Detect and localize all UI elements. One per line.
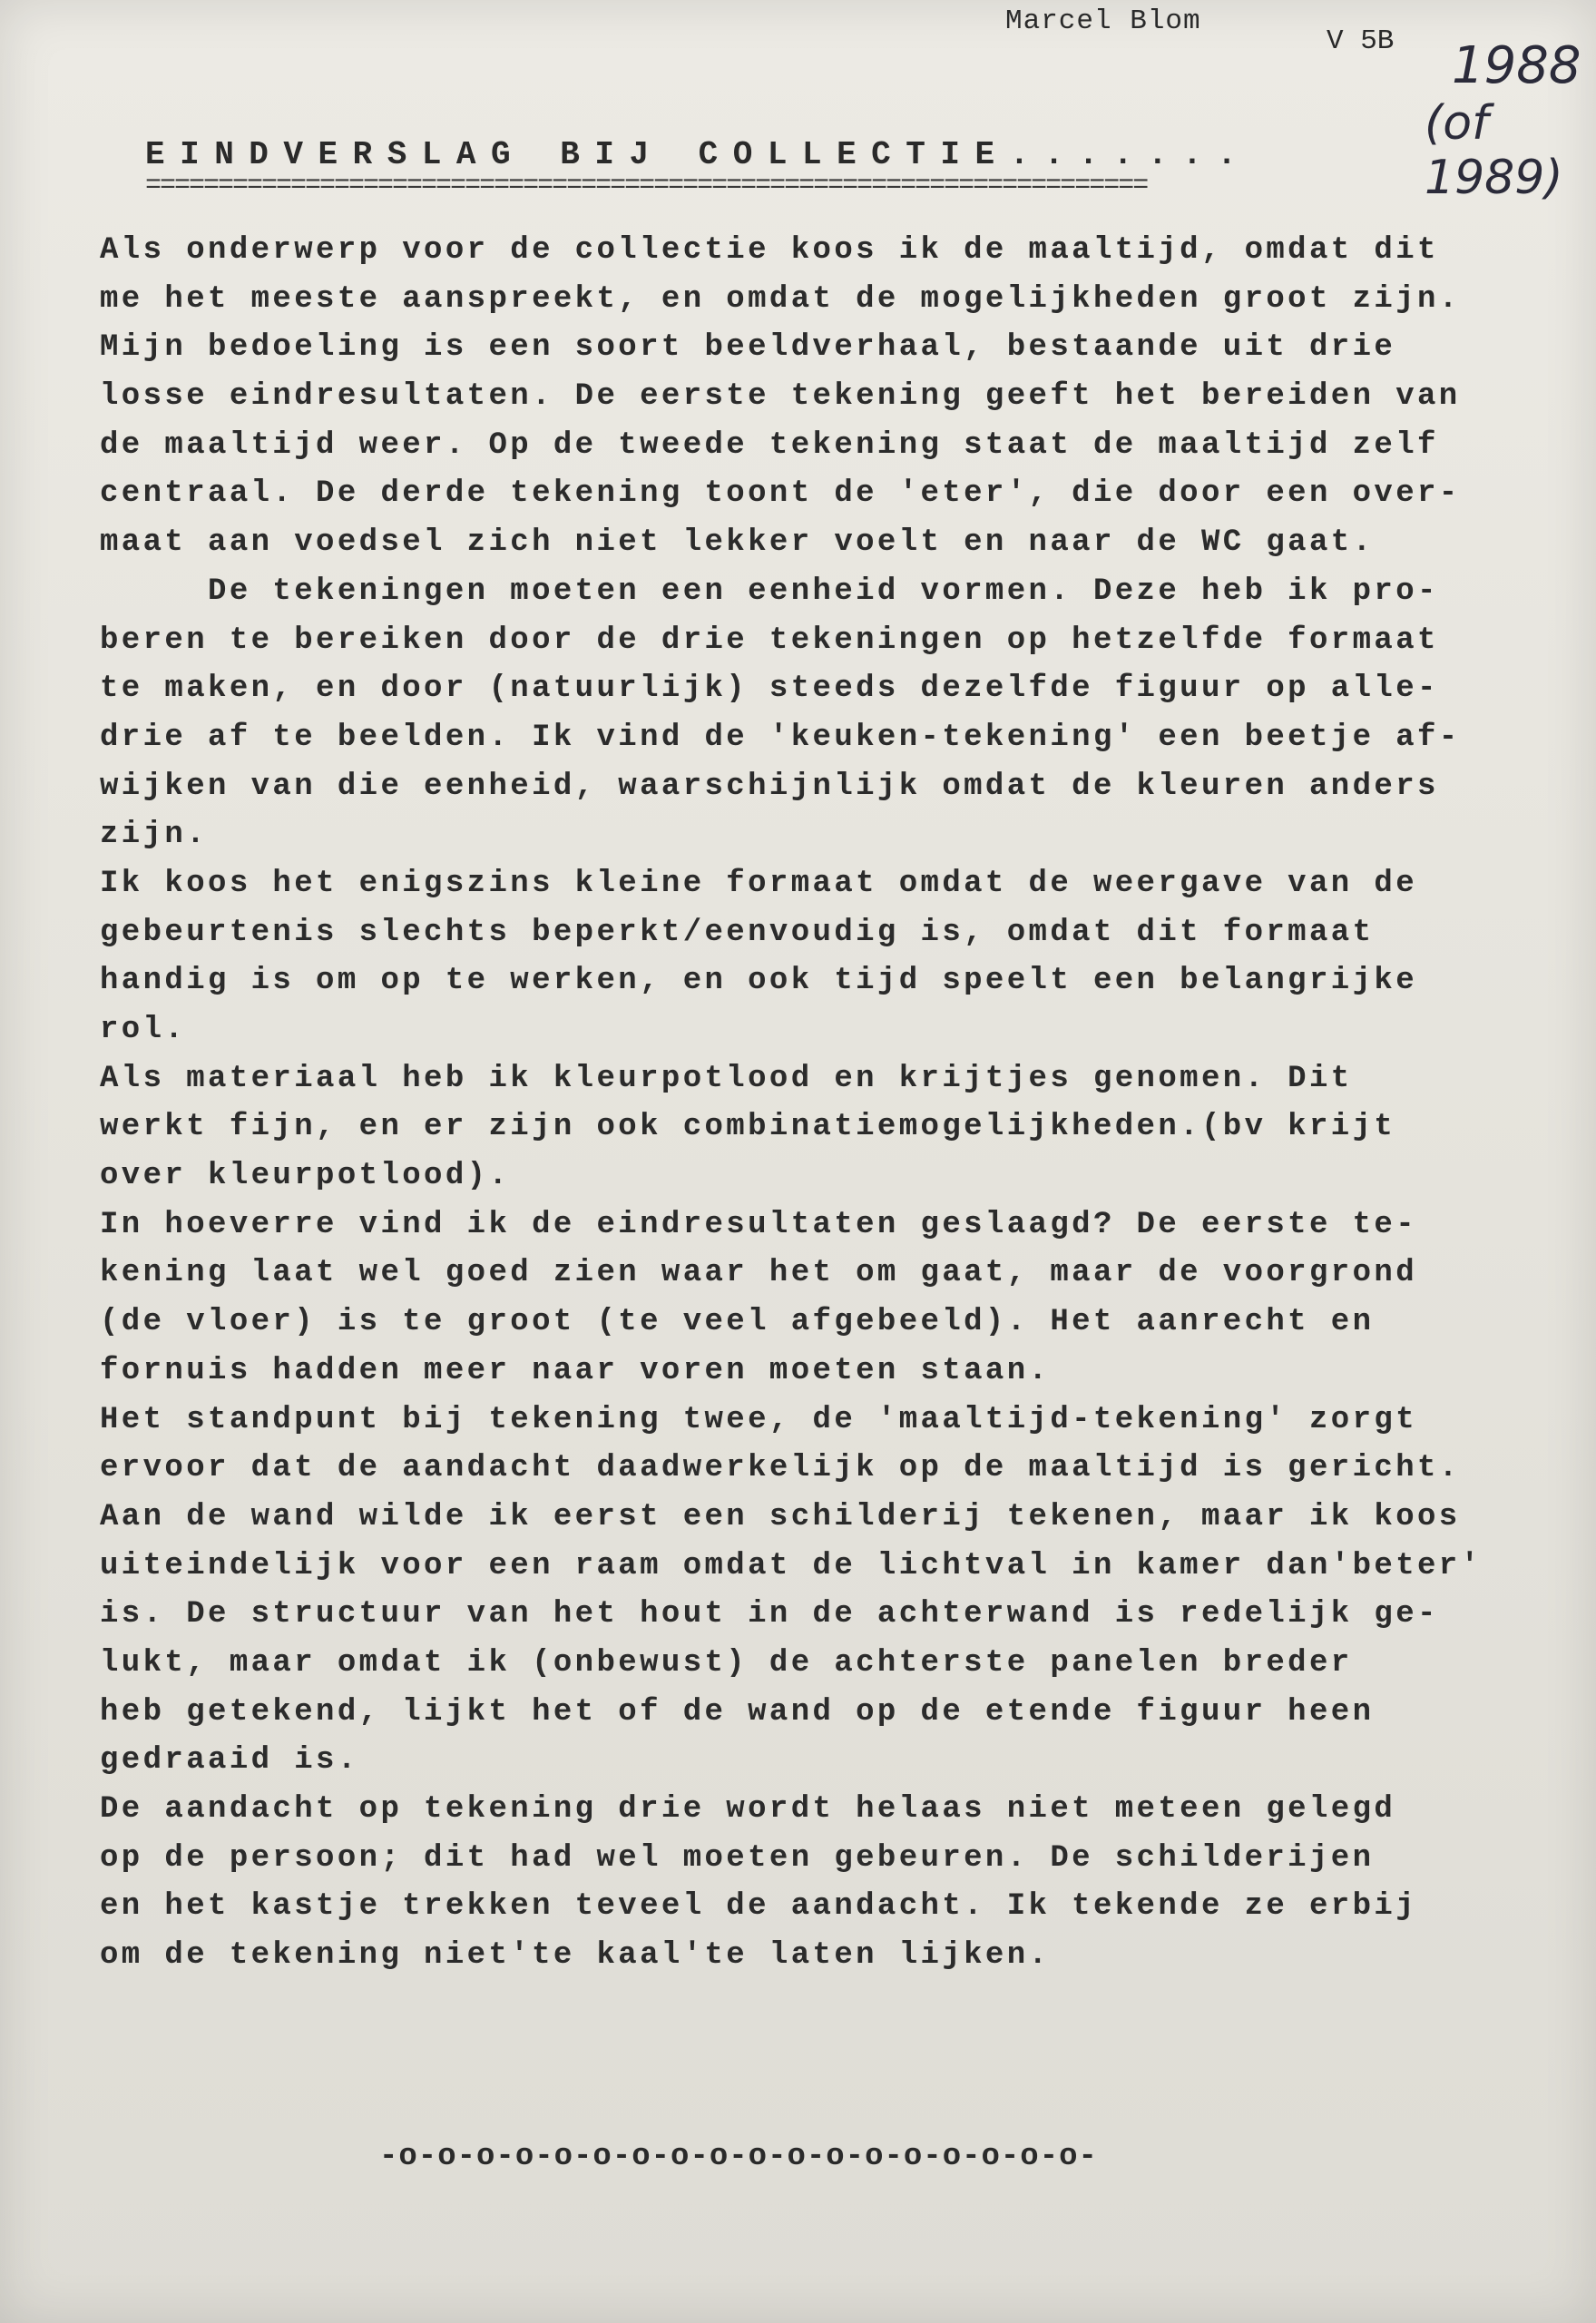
text-line: kening laat wel goed zien waar het om gaat, maar de voorgrond bbox=[100, 1256, 1418, 1291]
text-line: werkt fijn, en er zijn ook combinatiemogelijkheden.(bv krijt bbox=[100, 1110, 1396, 1145]
text-line: Als onderwerp voor de collectie koos ik de maaltijd, omdat dit bbox=[100, 233, 1439, 268]
text-line: Het standpunt bij tekening twee, de 'maaltijd-tekening' zorgt bbox=[100, 1402, 1418, 1437]
text-line: beren te bereiken door de drie tekeningen op hetzelfde formaat bbox=[100, 622, 1439, 658]
text-line: lukt, maar omdat ik (onbewust) de achterste panelen breder bbox=[100, 1645, 1353, 1681]
text-line: fornuis hadden meer naar voren moeten staan. bbox=[100, 1353, 1051, 1388]
document-title: EINDVERSLAG BIJ COLLECTIE....... bbox=[145, 136, 1252, 173]
text-line: Aan de wand wilde ik eerst een schilderij tekenen, maar ik koos bbox=[100, 1499, 1461, 1534]
text-line: De tekeningen moeten een eenheid vormen. Deze heb ik pro- bbox=[100, 573, 1439, 609]
text-line: Mijn bedoeling is een soort beeldverhaal, bestaande uit drie bbox=[100, 330, 1396, 366]
text-line: rol. bbox=[100, 1013, 187, 1047]
handwritten-year-note: (of 1989) bbox=[1425, 96, 1563, 205]
text-line: gedraaid is. bbox=[100, 1743, 359, 1779]
closing-mark: -o-o-o-o-o-o-o-o-o-o-o-o-o-o-o-o-o-o- bbox=[379, 2140, 1098, 2174]
text-line: heb getekend, lijkt het of de wand op de etende figuur heen bbox=[100, 1694, 1375, 1730]
text-line: uiteindelijk voor een raam omdat de lichtval in kamer dan'beter' bbox=[100, 1548, 1483, 1583]
text-line: Ik koos het enigszins kleine formaat omdat de weergave van de bbox=[100, 866, 1418, 901]
text-line: centraal. De derde tekening toont de 'eter', die door een over- bbox=[100, 476, 1461, 512]
text-line: de maaltijd weer. Op de tweede tekening staat de maaltijd zelf bbox=[100, 427, 1439, 463]
class-label: V 5B bbox=[1327, 25, 1395, 57]
text-line: In hoeverre vind ik de eindresultaten geslaagd? De eerste te- bbox=[100, 1207, 1418, 1242]
text-line: op de persoon; dit had wel moeten gebeuren. De schilderijen bbox=[100, 1840, 1375, 1876]
text-line: en het kastje trekken teveel de aandacht. Ik tekende ze erbij bbox=[100, 1889, 1418, 1925]
text-line: maat aan voedsel zich niet lekker voelt en naar de WC gaat. bbox=[100, 525, 1375, 561]
text-line: losse eindresultaten. De eerste tekening geeft het bereiden van bbox=[100, 379, 1461, 415]
text-line: De aandacht op tekening drie wordt helaas niet meteen gelegd bbox=[100, 1792, 1396, 1827]
text-line: drie af te beelden. Ik vind de 'keuken-tekening' een beetje af- bbox=[100, 720, 1461, 755]
text-line: te maken, en door (natuurlijk) steeds dezelfde figuur op alle- bbox=[100, 671, 1439, 707]
text-line: wijken van die eenheid, waarschijnlijk omdat de kleuren anders bbox=[100, 769, 1439, 804]
handwritten-year: 1988 bbox=[1452, 36, 1581, 95]
text-line: is. De structuur van het hout in de achterwand is redelijk ge- bbox=[100, 1597, 1439, 1632]
text-line: ervoor dat de aandacht daadwerkelijk op de maaltijd is gericht. bbox=[100, 1451, 1461, 1486]
text-line: handig is om op te werken, en ook tijd speelt een belangrijke bbox=[100, 964, 1418, 999]
text-line: (de vloer) is te groot (te veel afgebeeld). Het aanrecht en bbox=[100, 1305, 1375, 1340]
text-line: gebeurtenis slechts beperkt/eenvoudig is, omdat dit formaat bbox=[100, 915, 1375, 950]
text-line: zijn. bbox=[100, 818, 209, 853]
text-line: Als materiaal heb ik kleurpotlood en krijtjes genomen. Dit bbox=[100, 1061, 1353, 1096]
report-body bbox=[100, 227, 1552, 1981]
text-line: om de tekening niet'te kaal'te laten lijken. bbox=[100, 1938, 1051, 1974]
text-line: over kleurpotlood). bbox=[100, 1159, 511, 1194]
title-underline: ===================================================================== bbox=[145, 171, 1148, 194]
author-name: Marcel Blom bbox=[1005, 5, 1201, 37]
text-line: me het meeste aanspreekt, en omdat de mogelijkheden groot zijn. bbox=[100, 281, 1461, 317]
